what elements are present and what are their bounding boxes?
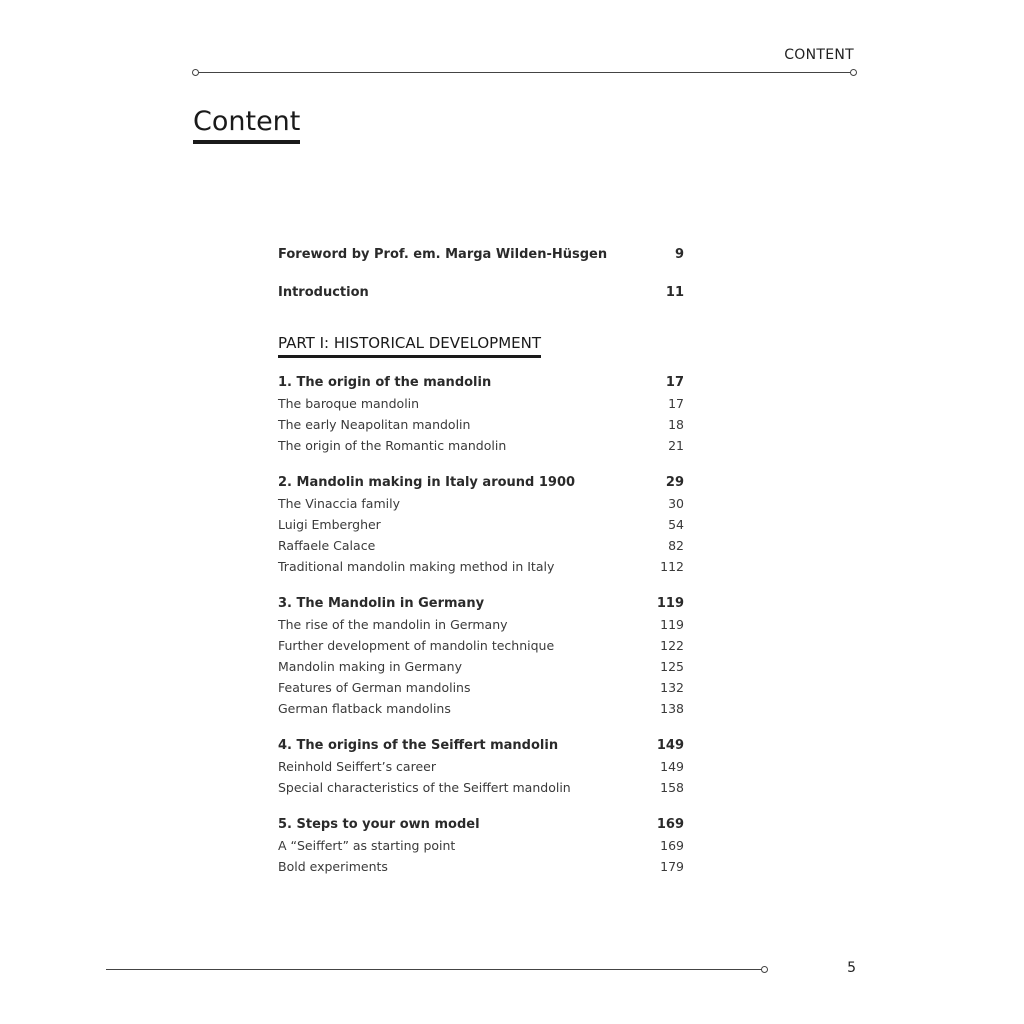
section-title: The rise of the mandolin in Germany [278,617,508,632]
chapter-page: 29 [665,475,684,490]
part-heading [278,333,684,358]
chapter-page: 149 [656,738,684,753]
section-title: The origin of the Romantic mandolin [278,438,507,453]
toc-section[interactable] [278,777,684,798]
section-title: The early Neapolitan mandolin [278,417,471,432]
section-title: Luigi Embergher [278,517,381,532]
toc-section[interactable] [278,635,684,656]
chapter-page: 119 [656,596,684,611]
table-of-contents [278,244,684,877]
page-number: 5 [847,960,856,976]
section-page: 122 [660,638,684,653]
toc-entry-title: Foreword by Prof. em. Marga Wilden-Hüsgen [278,247,608,262]
section-page: 138 [660,701,684,716]
footer-rule-right-dot [761,966,768,973]
toc-section[interactable] [278,656,684,677]
toc-section[interactable] [278,698,684,719]
chapter-page: 169 [656,817,684,832]
section-page: 158 [660,780,684,795]
section-page: 149 [660,759,684,774]
toc-entry-page: 11 [665,285,684,300]
section-page: 132 [660,680,684,695]
chapter-title: 2. Mandolin making in Italy around 1900 [278,475,576,490]
section-page: 17 [668,396,684,411]
section-page: 169 [660,838,684,853]
section-title: Raffaele Calace [278,538,376,553]
section-title: Special characteristics of the Seiffert mandolin [278,780,571,795]
toc-entry-introduction[interactable] [278,282,684,303]
chapter-title: 1. The origin of the mandolin [278,375,492,390]
section-title: A “Seiffert” as starting point [278,838,456,853]
chapter-page: 17 [665,375,684,390]
chapter-title: 3. The Mandolin in Germany [278,596,485,611]
section-title: Bold experiments [278,859,388,874]
toc-chapter-3[interactable] [278,593,684,614]
footer-rule [106,969,762,970]
toc-entry-title: Introduction [278,285,369,300]
toc-section[interactable] [278,514,684,535]
toc-section[interactable] [278,556,684,577]
toc-section[interactable] [278,414,684,435]
toc-chapter-5[interactable] [278,814,684,835]
section-page: 21 [668,438,684,453]
section-title: Mandolin making in Germany [278,659,462,674]
section-title: The Vinaccia family [278,496,400,511]
header-rule-right-dot [850,69,857,76]
toc-section[interactable] [278,614,684,635]
running-header: CONTENT [784,47,854,63]
page-title: Content [193,106,300,144]
toc-entry-foreword[interactable] [278,244,684,265]
toc-chapter-4[interactable] [278,735,684,756]
toc-entry-page: 9 [674,247,684,262]
section-title: German flatback mandolins [278,701,451,716]
section-title: Reinhold Seiffert’s career [278,759,436,774]
section-title: Features of German mandolins [278,680,471,695]
toc-section[interactable] [278,856,684,877]
chapter-title: 4. The origins of the Seiffert mandolin [278,738,559,753]
section-page: 125 [660,659,684,674]
toc-section[interactable] [278,393,684,414]
section-page: 119 [660,617,684,632]
section-page: 54 [668,517,684,532]
section-page: 112 [660,559,684,574]
section-page: 82 [668,538,684,553]
toc-section[interactable] [278,535,684,556]
section-title: Traditional mandolin making method in Italy [278,559,555,574]
toc-chapter-1[interactable] [278,372,684,393]
part-heading-text: PART I: HISTORICAL DEVELOPMENT [278,333,541,358]
section-title: Further development of mandolin technique [278,638,555,653]
toc-section[interactable] [278,493,684,514]
toc-section[interactable] [278,435,684,456]
header-rule-left-dot [192,69,199,76]
section-title: The baroque mandolin [278,396,420,411]
toc-section[interactable] [278,756,684,777]
section-page: 18 [668,417,684,432]
toc-section[interactable] [278,677,684,698]
toc-chapter-2[interactable] [278,472,684,493]
section-page: 179 [660,859,684,874]
section-page: 30 [668,496,684,511]
chapter-title: 5. Steps to your own model [278,817,480,832]
toc-section[interactable] [278,835,684,856]
header-rule [197,72,852,73]
